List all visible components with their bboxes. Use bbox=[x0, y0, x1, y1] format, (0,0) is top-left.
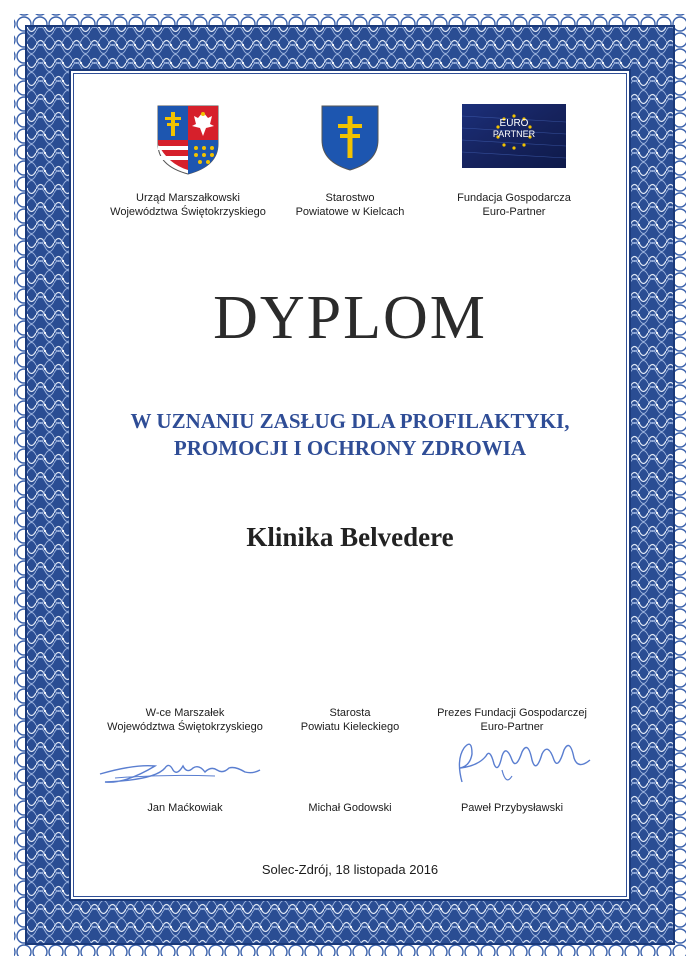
euro-logo-text: EURO bbox=[499, 118, 529, 129]
county-coat-of-arms-icon bbox=[320, 104, 380, 172]
diploma-title: DYPLOM bbox=[213, 284, 487, 352]
org-caption-line1: Fundacja Gospodarcza bbox=[457, 192, 571, 204]
handwritten-signature bbox=[95, 744, 265, 794]
subtitle-line1: W UZNANIU ZASŁUG DLA PROFILAKTYKI, bbox=[130, 409, 570, 433]
diploma-subtitle bbox=[0, 408, 700, 462]
signer-role-line1: Starosta bbox=[329, 707, 371, 719]
org-caption-line2: Powiatowe w Kielcach bbox=[295, 206, 405, 218]
org-caption-line2: Euro-Partner bbox=[482, 206, 546, 218]
handwritten-signature bbox=[442, 730, 602, 790]
signer-foundation-president bbox=[412, 706, 612, 814]
signer-role-line2: Euro-Partner bbox=[480, 721, 544, 733]
signer-role-line1: Prezes Fundacji Gospodarczej bbox=[437, 707, 587, 719]
signer-name: Jan Maćkowiak bbox=[147, 802, 223, 814]
place-and-date: Solec-Zdrój, 18 listopada 2016 bbox=[261, 862, 439, 877]
org-caption-line1: Urząd Marszałkowski bbox=[136, 192, 240, 204]
signer-name: Paweł Przybysławski bbox=[460, 802, 564, 814]
subtitle-line2: PROMOCJI I OCHRONY ZDROWIA bbox=[173, 436, 527, 460]
recipient-name: Klinika Belvedere bbox=[246, 522, 454, 552]
org-caption-line1: Starostwo bbox=[325, 192, 375, 204]
org-caption-line2: Województwa Świętokrzyskiego bbox=[110, 206, 266, 218]
voivodeship-coat-of-arms-icon bbox=[156, 104, 220, 176]
signer-name: Michał Godowski bbox=[308, 802, 392, 814]
org-euro-partner bbox=[414, 104, 614, 219]
partner-logo-text: PARTNER bbox=[492, 129, 536, 139]
signer-role-line1: W-ce Marszałek bbox=[145, 707, 225, 719]
signer-role-line2: Województwa Świętokrzyskiego bbox=[107, 721, 263, 733]
signer-role-line2: Powiatu Kieleckiego bbox=[300, 721, 400, 733]
